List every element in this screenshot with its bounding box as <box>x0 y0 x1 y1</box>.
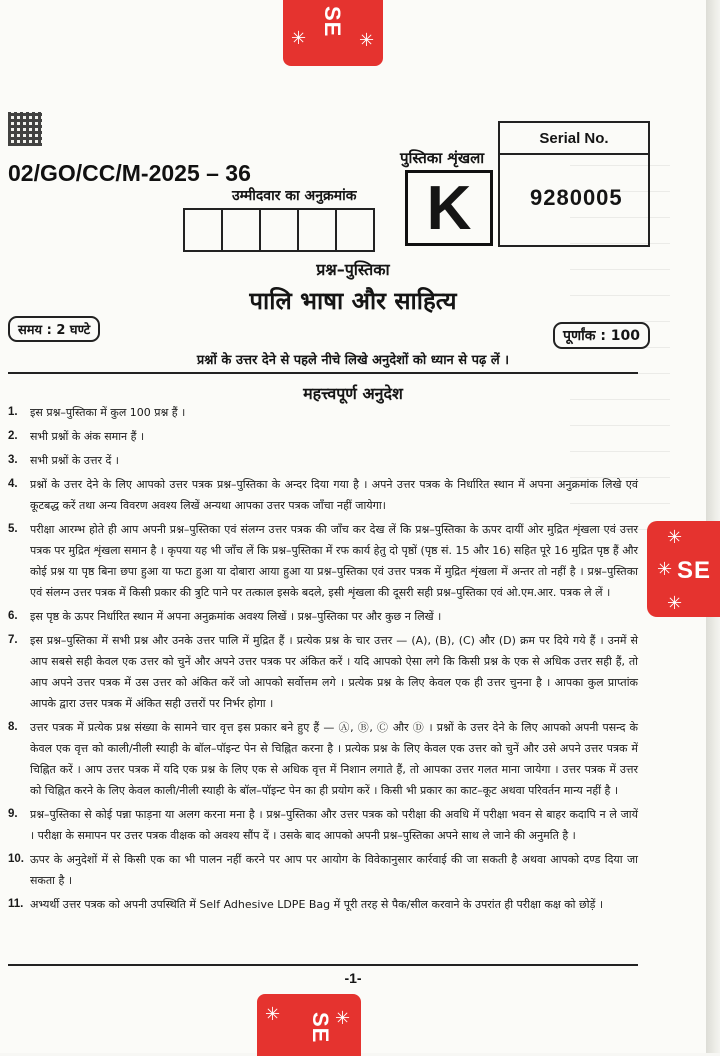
read-instructions-note: प्रश्नों के उत्तर देने से पहले नीचे लिखे अनुदेशों को ध्यान से पढ़ लें । <box>196 353 510 368</box>
roll-number-label: उम्मीदवार का अनुक्रमांक <box>232 188 357 204</box>
instruction-item: 1. इस प्रश्न–पुस्तिका में कुल 100 प्रश्न हैं । <box>8 406 186 419</box>
roll-digit-box[interactable] <box>259 208 299 252</box>
max-marks-badge: पूर्णांक : 100 <box>553 322 650 349</box>
red-seal-top <box>283 0 383 66</box>
roll-digit-box[interactable] <box>183 208 223 252</box>
instruction-item: 2. सभी प्रश्नों के अंक समान हैं । <box>8 430 145 443</box>
divider <box>8 964 638 966</box>
serial-number: 9280005 <box>530 185 623 210</box>
roll-digit-box[interactable] <box>335 208 375 252</box>
roll-digit-box[interactable] <box>221 208 261 252</box>
instruction-item: 5. परीक्षा आरम्भ होते ही आप अपनी प्रश्न–पुस्तिका एवं संलग्न उत्तर पत्रक की जाँच कर देख लें कि प्रश्न–पुस्तिका के ऊपर दायीं ओर मुद्रित शृंखला एवं उत्तर पत्रक पर मुद्रित शृंखला समान है । कृपया यह भी जाँच लें कि प्रश्न–पुस्तिका में रफ कार्य हेतु दो पृष्ठों (पृष्ठ सं. 15 और 16) सहित पूरे 16 मुद्रित पृष्ठ हैं और कोई प्रश्न या पृष्ठ बिना छपा हुआ या फटा हुआ या दोबारा आया हुआ या प्रश्न–पुस्तिका एवं उत्तर पत्रक में मुद्रित शृंखला में अन्तर तो नहीं है । प्रश्न–पुस्तिका एवं संलग्न उत्तर पत्रक में किसी प्रकार की त्रुटि पाने पर तत्काल इसके बदले, इसी शृंखला की दूसरी सही प्रश्न–पुस्तिका एवं ओ.एम.आर. पत्रक ले लें । <box>8 523 638 599</box>
booklet-series-label: पुस्तिका शृंखला <box>400 149 485 167</box>
instruction-item: 8. उत्तर पत्रक में प्रत्येक प्रश्न संख्या के सामने चार वृत्त इस प्रकार बने हुए हैं — Ⓐ, Ⓑ, Ⓒ और Ⓓ । प्रश्नों के उत्तर देने के लिए आपको अपनी पसन्द के केवल एक वृत्त को काली/नीली स्याही के बॉल–पॉइन्ट पेन से चिह्नित करना है । प्रत्येक प्रश्न के लिए केवल एक उत्तर को चुनें और उसे अपने उत्तर पत्रक में चिह्नित करें । आप उत्तर पत्रक में यदि एक प्रश्न के लिए एक से अधिक वृत्त में निशान लगाते हैं, तो आपका उत्तर गलत माना जायेगा । उत्तर पत्रक में उत्तर को चिह्नित करने के लिए केवल काली/नीली स्याही के बॉल–पॉइन्ट पेन का ही प्रयोग करें । किसी भी प्रकार का काट–कूट अथवा परिवर्तन मान्य नहीं है । <box>8 721 638 797</box>
instruction-item: 7. इस प्रश्न–पुस्तिका में सभी प्रश्न और उनके उत्तर पालि में मुद्रित हैं । प्रत्येक प्रश्न के चार उत्तर — (A), (B), (C) और (D) क्रम पर दिये गये हैं । उनमें से आप सबसे सही केवल एक उत्तर को चुनें और अपने उत्तर पत्रक पर अंकित करें । यदि आपको ऐसा लगे कि किसी प्रश्न के एक से अधिक उत्तर सही हैं, तो आप अपने उत्तर पत्रक में उस उत्तर को अंकित करें जो आपको सर्वोत्तम लगे । प्रत्येक प्रश्न के लिए केवल एक ही उत्तर चुनना है । आपका कुल प्राप्तांक आपके द्वारा उत्तर पत्रक में अंकित सही उत्तरों पर निर्भर होगा । <box>8 634 638 710</box>
asterisk-icon: ✳ <box>657 559 673 579</box>
instruction-item: 3. सभी प्रश्नों के उत्तर दें । <box>8 454 119 467</box>
instruction-item: 9. प्रश्न–पुस्तिका से कोई पन्ना फाड़ना या अलग करना मना है । प्रश्न–पुस्तिका और उत्तर पत्रक को परीक्षा की अवधि में परीक्षा भवन से बाहर कदापि न ले जायें । परीक्षा के समापन पर उत्तर पत्रक वीक्षक को अवश्य सौंप दें । उसके बाद आपको अपनी प्रश्न–पुस्तिका अपने साथ ले जाने की अनुमति है । <box>8 808 638 842</box>
serial-label: Serial No. <box>500 123 648 155</box>
asterisk-icon: ✳ <box>291 28 307 48</box>
instruction-item: 6. इस पृष्ठ के ऊपर निर्धारित स्थान में अपना अनुक्रमांक अवश्य लिखें । प्रश्न–पुस्तिका पर और कुछ न लिखें । <box>8 610 442 623</box>
asterisk-icon: ✳ <box>667 593 683 613</box>
asterisk-icon: ✳ <box>667 527 683 547</box>
asterisk-icon: ✳ <box>265 1004 281 1024</box>
subject-title: पालि भाषा और साहित्य <box>249 286 457 315</box>
red-seal-right <box>647 521 720 617</box>
seal-text: SE <box>677 557 712 584</box>
seal-text: SE <box>320 6 345 38</box>
booklet-label: प्रश्न–पुस्तिका <box>316 260 390 279</box>
time-badge: समय : 2 घण्टे <box>8 316 100 342</box>
roll-digit-box[interactable] <box>297 208 337 252</box>
booklet-series-box: K <box>405 170 493 246</box>
roll-number-boxes <box>185 208 375 252</box>
divider <box>8 372 638 374</box>
asterisk-icon: ✳ <box>335 1008 351 1028</box>
serial-box <box>498 121 650 247</box>
instruction-item: 4. प्रश्नों के उत्तर देने के लिए आपको उत्तर पत्रक प्रश्न–पुस्तिका के अन्दर दिया गया है । अपने उत्तर पत्रक के निर्धारित स्थान में अपना अनुक्रमांक लिखे एवं कूटबद्ध करें तथा अन्य विवरण अवश्य लिखें अन्यथा आपका उत्तर पत्रक जाँचा नहीं जायेगा। <box>8 478 638 512</box>
instructions-list <box>8 402 638 918</box>
instruction-item: 10. ऊपर के अनुदेशों में से किसी एक का भी पालन नहीं करने पर आप पर आयोग के विवेकानुसार कार्रवाई की जा सकती है अथवा आपको दण्ड दिया जा सकता है । <box>8 853 638 887</box>
page-number: -1- <box>344 970 362 986</box>
paper-code: 02/GO/CC/M-2025 – 36 <box>8 160 251 186</box>
red-seal-bottom <box>257 994 361 1056</box>
asterisk-icon: ✳ <box>359 30 375 50</box>
qr-code <box>8 112 42 146</box>
seal-text: SE <box>308 1012 333 1044</box>
instruction-item: 11. अभ्यर्थी उत्तर पत्रक को अपनी उपस्थिति में Self Adhesive LDPE Bag में पूरी तरह से पैक/सील करवाने के उपरांत ही परीक्षा कक्ष को छोड़ें । <box>8 898 604 911</box>
instructions-title: महत्त्वपूर्ण अनुदेश <box>303 384 403 403</box>
